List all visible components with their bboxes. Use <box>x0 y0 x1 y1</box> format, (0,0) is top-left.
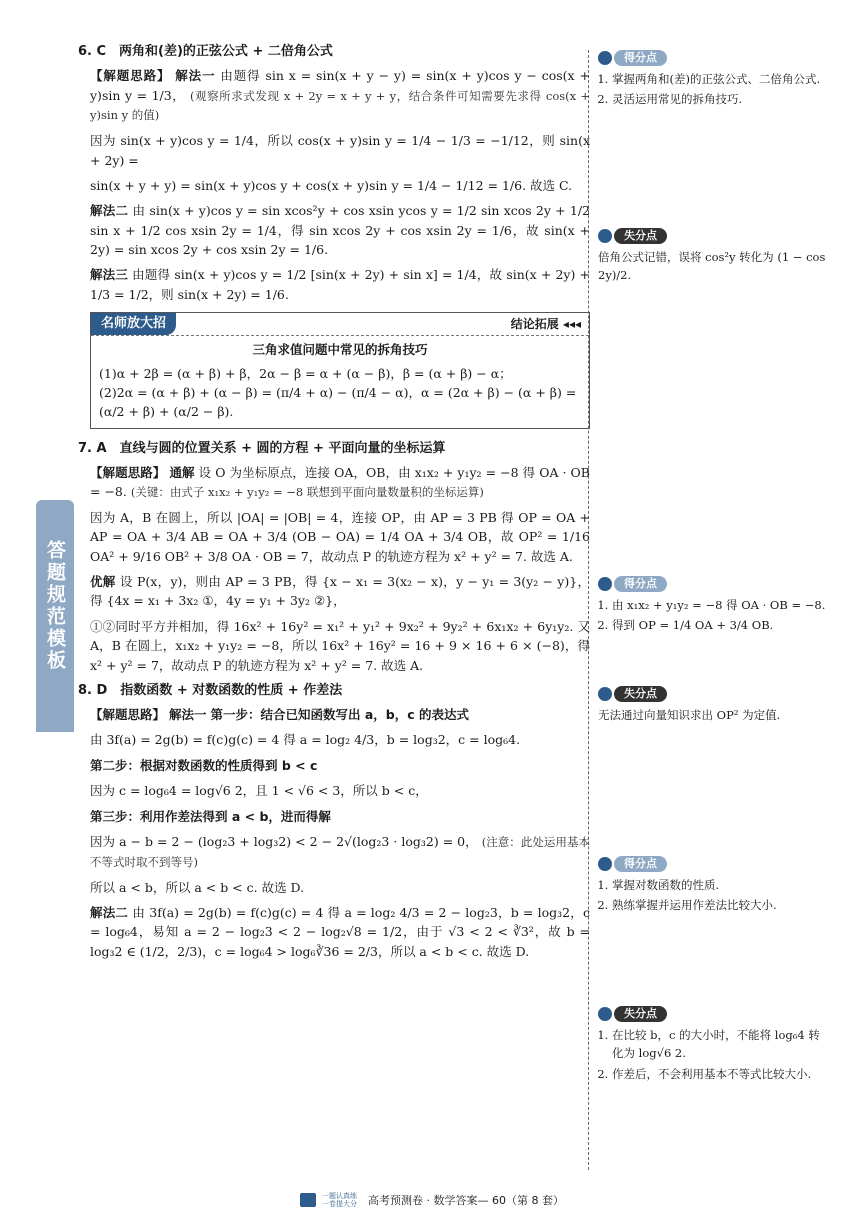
q6-header: 6. C 两角和(差)的正弦公式 + 二倍角公式 <box>78 44 333 59</box>
lost-icon <box>598 229 612 243</box>
answer-column <box>78 42 590 967</box>
q7-text4: ①②同时平方并相加，得 16x² + 16y² = x₁² + y₁² + 9x₂² + 9y₂² + 6x₁x₂ + 6y₁y₂. 又 A，B 在圆上，x₁x₂ + y₁y₂ = −8，所以 16x² + 16y² = 16 + 9 × 16 + 6 × (−8)，得 x² + y² = 7，故动点 P 的轨迹方程为 x² + y² = 7. 故选 A. <box>90 618 590 673</box>
q7-points-list <box>598 596 828 635</box>
q8-step1: 第一步：结合已知函数写出 a，b，c 的表达式 <box>210 707 469 723</box>
q7-note1: (关键：由式子 x₁x₂ + y₁y₂ = −8 联想到平面向量数量积的坐标运算) <box>130 485 484 500</box>
q7-better <box>90 572 590 611</box>
q7-text2: 因为 A，B 在圆上，所以 |OA| = |OB| = 4，连接 OP，由 AP = 3 PB 得 OP = OA + AP = OA + 3/4 AB = OA + 3/4 (OB − OA) = 1/4 OA + 3/4 OB，故 OP² = 1/16 OA² + 9/16 OB² + 3/8 OA · OB = 7，故动点 P 的轨迹方程为 x² + y² = 7. 故选 A. <box>90 509 590 564</box>
publisher-slogan: 一题认真练 一卷提大分 <box>322 1192 357 1208</box>
q6-m1-note: (观察所求式发现 x + 2y = x + y + y，结合条件可知需要先求得 cos(x + y)sin y 的值) <box>90 88 590 123</box>
points-tag: 得分点 <box>614 50 667 66</box>
q8-label: 【解题思路】 <box>90 707 166 723</box>
q8-points-panel <box>598 856 828 917</box>
q6-label: 【解题思路】 <box>90 68 171 84</box>
tip-box-line2: (2)2α = (α + β) + (α − β) = (π/4 + α) − (π/4 − α)，α = (2α + β) − (α + β) = <box>99 384 577 400</box>
q6-m1-line2: 因为 sin(x + y)cos y = 1/4，所以 cos(x + y)sin y = 1/4 − 1/3 = −1/12，则 sin(x + 2y) = <box>90 133 590 168</box>
points-icon <box>598 51 612 65</box>
sidebar-section-label: 答题规范模板 <box>44 540 66 672</box>
q6-m1-line3: sin(x + y + y) = sin(x + y)cos y + cos(x + y)sin y = 1/4 − 1/12 = 1/6. 故选 C. <box>90 177 573 193</box>
points-tag: 得分点 <box>614 856 667 872</box>
points-icon <box>598 857 612 871</box>
q6-point-2: 2. 灵活运用常见的拆角技巧. <box>612 90 828 108</box>
q6-m1-text: 由题得 sin x = sin(x + y − y) = sin(x + y)cos y − cos(x + y)sin y = 1/3， <box>90 68 590 103</box>
lost-tag: 失分点 <box>614 228 667 244</box>
tip-box-title: 三角求值问题中常见的拆角技巧 <box>252 342 428 358</box>
footer-page-label: 高考预测卷 · 数学答案— 60（第 8 套） <box>368 1194 564 1207</box>
q8-point-1: 1. 掌握对数函数的性质. <box>612 876 828 894</box>
q6-method2 <box>90 201 590 259</box>
q8-method2 <box>90 903 590 961</box>
tip-box-line3: (α/2 + β) + (α/2 − β). <box>99 404 234 420</box>
q6-lost-text: 倍角公式记错，误将 cos²y 转化为 (1 − cos 2y)/2. <box>598 250 826 283</box>
q8-lost-1: 1. 在比较 b，c 的大小时，不能将 log₆4 转化为 log√6 2. <box>612 1026 828 1063</box>
q7-text1: 设 O 为坐标原点，连接 OA，OB，由 x₁x₂ + y₁y₂ = −8 得 OA · OB = −8. <box>90 464 590 500</box>
q8-text3-wrap <box>90 832 590 872</box>
q7-label: 【解题思路】 <box>90 464 166 480</box>
q6-m2-text: 由 sin(x + y)cos y = sin xcos²y + cos xsin ycos y = 1/2 sin xcos 2y + 1/2 sin x + 1/2 cos xsin 2y = 1/4，得 sin xcos 2y + cos xsin 2y = 1/6，故 sin(x + 2y) = sin xcos 2y + cos xsin 2y = 1/6. <box>90 203 590 258</box>
q8-lead2: 解法二 <box>90 904 129 920</box>
lost-icon <box>598 687 612 701</box>
q6-lost-panel <box>598 228 828 285</box>
tip-box-tag: 名师放大招 <box>91 313 176 335</box>
lost-tag: 失分点 <box>614 1006 667 1022</box>
q8-text4: 所以 a < b，所以 a < b < c. 故选 D. <box>90 879 305 895</box>
q7-lead2: 优解 <box>90 574 116 590</box>
q7-general <box>90 463 590 502</box>
publisher-logo-icon <box>300 1193 316 1207</box>
q8-points-list <box>598 876 828 915</box>
q8-text3: 因为 a − b = 2 − (log₂3 + log₃2) < 2 − 2√(log₂3 · log₃2) = 0， <box>90 833 478 849</box>
tip-box-body <box>91 336 589 428</box>
points-icon <box>598 577 612 591</box>
q8-step3: 第三步：利用作差法得到 a < b，进而得解 <box>90 808 331 824</box>
q7-point-1: 1. 由 x₁x₂ + y₁y₂ = −8 得 OA · OB = −8. <box>612 596 828 614</box>
q8-lost-panel <box>598 1006 828 1085</box>
page-footer <box>300 1192 600 1208</box>
q8-text1: 由 3f(a) = 2g(b) = f(c)g(c) = 4 得 a = log₂ 4/3，b = log₃2，c = log₆4. <box>90 732 521 748</box>
q6-m3-lead: 解法三 <box>90 267 129 283</box>
q7-header: 7. A 直线与圆的位置关系 + 圆的方程 + 平面向量的坐标运算 <box>78 440 446 456</box>
q8-text5: 由 3f(a) = 2g(b) = f(c)g(c) = 4 得 a = log₂ 4/3 = 2 − log₂3，b = log₃2，c = log₆4，易知 a = 2 − log₂3 < 2 − log₂√8 = 1/2，由于 √3 < 2 < ∛3²，故 b = log₃2 ∈ (1/2，2/3)，c = log₆4 > log₆∛36 = 2/3，所以 a < b < c. 故选 D. <box>90 904 590 959</box>
q7-lost-panel <box>598 686 828 724</box>
q7-points-panel <box>598 576 828 637</box>
tip-box-line1: (1)α + 2β = (α + β) + β，2α − β = α + (α − β)，β = (α + β) − α； <box>99 365 512 381</box>
q8-lost-list <box>598 1026 828 1083</box>
q6-method1 <box>90 66 590 125</box>
q6-point-1: 1. 掌握两角和(差)的正弦公式、二倍角公式. <box>612 70 828 88</box>
q8-lead: 解法一 <box>169 707 207 723</box>
q7-lost-text: 无法通过向量知识求出 OP² 为定值. <box>598 708 781 722</box>
q8-step2: 第二步：根据对数函数的性质得到 b < c <box>90 757 318 773</box>
points-tag: 得分点 <box>614 576 667 592</box>
q8-lost-2: 2. 作差后，不会利用基本不等式比较大小. <box>612 1065 828 1083</box>
lost-icon <box>598 1007 612 1021</box>
q6-points-list <box>598 70 828 109</box>
q8-text2: 因为 c = log₆4 = log√6 2，且 1 < √6 < 3，所以 b < c， <box>90 783 428 799</box>
q6-m3-text: 由题得 sin(x + y)cos y = 1/2 [sin(x + 2y) + sin x] = 1/4，故 sin(x + 2y) + 1/3 = 1/2，则 sin(x + 2y) = 1/6. <box>90 267 590 302</box>
tip-box-header <box>91 313 589 336</box>
q6-m1-lead: 解法一 <box>175 68 216 84</box>
q8-note3: (注意：此处运用基本不等式时取不到等号) <box>90 834 590 869</box>
q8-point-2: 2. 熟练掌握并运用作差法比较大小. <box>612 896 828 914</box>
tip-box <box>90 312 590 429</box>
q8-method1 <box>90 705 590 724</box>
q6-method3 <box>90 265 590 304</box>
q8-header: 8. D 指数函数 + 对数函数的性质 + 作差法 <box>78 682 343 698</box>
q7-text3: 设 P(x，y)，则由 AP = 3 PB，得 {x − x₁ = 3(x₂ − x)，y − y₁ = 3(y₂ − y)}，得 {4x = x₁ + 3x₂ ①，4y = y₁ + 3y₂ ②}， <box>90 574 590 609</box>
tip-box-category: 结论拓展 ◂◂◂ <box>510 316 581 331</box>
q6-m2-lead: 解法二 <box>90 203 129 219</box>
lost-tag: 失分点 <box>614 686 667 702</box>
q7-point-2: 2. 得到 OP = 1/4 OA + 3/4 OB. <box>612 616 828 634</box>
q6-points-panel <box>598 50 828 111</box>
q7-lead: 通解 <box>169 464 195 480</box>
